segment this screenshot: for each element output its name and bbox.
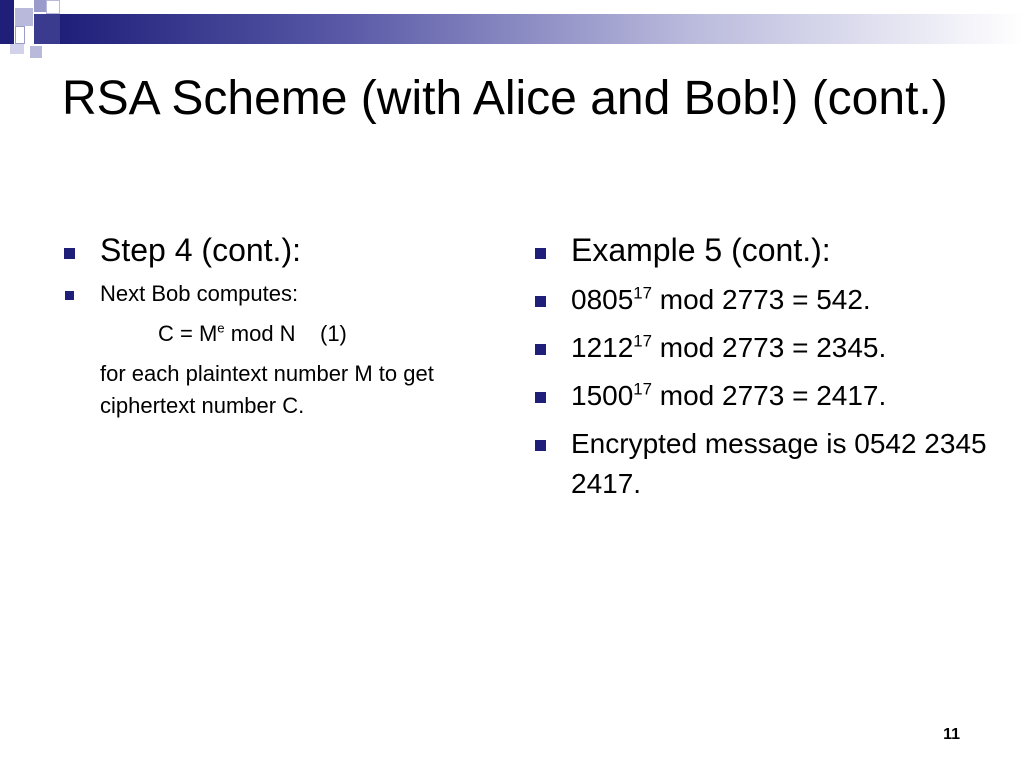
formula (62, 318, 502, 350)
item-exponent: 17 (633, 379, 652, 399)
item-base: 1500 (571, 380, 634, 411)
sub-bullet-text: Next Bob computes: (100, 281, 299, 306)
bullet-square-icon (535, 440, 546, 451)
deco-square (0, 14, 14, 44)
deco-square (46, 0, 60, 14)
title-gradient-bar (60, 14, 1024, 44)
formula-suffix: mod N (1) (224, 321, 347, 346)
explanation-paragraph: for each plaintext number M to get ciphertext number C. (100, 361, 434, 418)
formula-exponent: e (217, 320, 225, 336)
bullet-square-icon (535, 296, 546, 307)
conclusion-text: Encrypted message is 0542 2345 2417. (571, 428, 987, 499)
bullet-square-icon (64, 248, 75, 259)
deco-square (34, 14, 60, 44)
sub-bullet (62, 278, 502, 310)
title-decoration (0, 0, 1024, 60)
step-heading (62, 228, 502, 272)
bullet-square-icon (65, 291, 74, 300)
step-heading-text: Step 4 (cont.): (100, 232, 301, 268)
item-rest: mod 2773 = 2417. (651, 380, 887, 411)
deco-square (15, 26, 25, 44)
formula-prefix: C = M (158, 321, 218, 346)
bullet-square-icon (535, 248, 546, 259)
bullet-square-icon (535, 392, 546, 403)
bullet-square-icon (535, 344, 546, 355)
deco-square (10, 44, 24, 54)
list-item (533, 424, 993, 504)
deco-square (30, 46, 42, 58)
deco-square (34, 0, 46, 12)
list-item (533, 376, 993, 416)
example-heading (533, 228, 993, 272)
page-number: 11 (943, 726, 960, 743)
left-column (62, 228, 502, 422)
example-heading-text: Example 5 (cont.): (571, 232, 831, 268)
deco-square (15, 8, 33, 26)
deco-square (0, 0, 14, 14)
item-rest: mod 2773 = 542. (651, 284, 871, 315)
item-rest: mod 2773 = 2345. (651, 332, 887, 363)
list-item (533, 280, 993, 320)
slide-title: RSA Scheme (with Alice and Bob!) (cont.) (62, 72, 948, 125)
item-base: 0805 (571, 284, 634, 315)
item-exponent: 17 (633, 283, 652, 303)
item-base: 1212 (571, 332, 634, 363)
right-column (533, 228, 993, 504)
list-item (533, 328, 993, 368)
item-exponent: 17 (633, 331, 652, 351)
